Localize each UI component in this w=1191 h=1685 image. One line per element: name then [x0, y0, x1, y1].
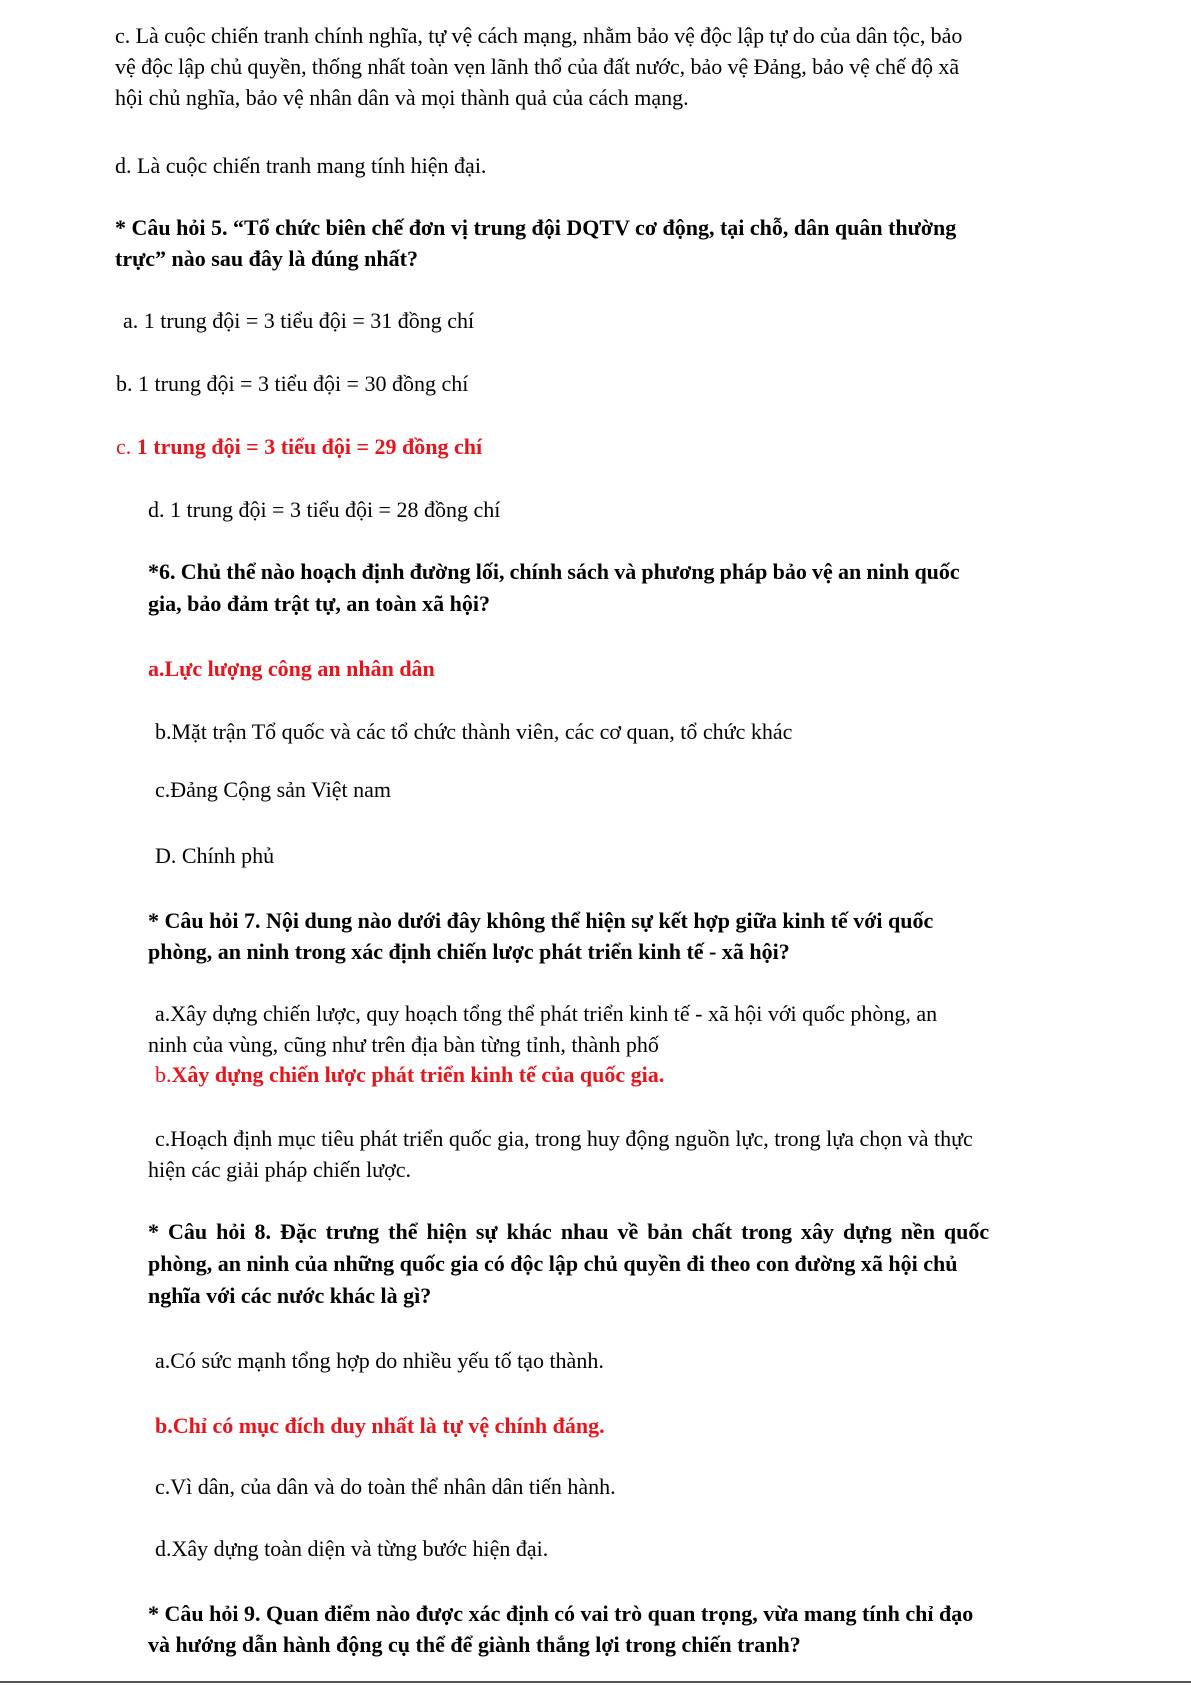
q8-question-line-1: * Câu hỏi 8. Đặc trưng thể hiện sự khác nhau về bản chất trong xây dựng nền quốc: [148, 1219, 990, 1244]
q4-option-d: d. Là cuộc chiến tranh mang tính hiện đại.: [115, 153, 487, 178]
q9-question-line-2: và hướng dẫn hành động cụ thể để giành thắng lợi trong chiến tranh?: [148, 1632, 801, 1657]
q4-option-c-line-3: hội chủ nghĩa, bảo vệ nhân dân và mọi thành quả của cách mạng.: [115, 85, 689, 110]
q7-option-b-prefix: b.: [155, 1062, 172, 1087]
q5-question-line-1: * Câu hỏi 5. “Tổ chức biên chế đơn vị trung đội DQTV cơ động, tại chỗ, dân quân thường: [115, 215, 957, 240]
q8-option-b: b.Chỉ có mục đích duy nhất là tự vệ chính đáng.: [155, 1413, 605, 1438]
q7-option-b: [155, 1060, 664, 1090]
q6-option-b: b.Mặt trận Tổ quốc và các tổ chức thành viên, các cơ quan, tổ chức khác: [155, 719, 793, 744]
q7-option-c-line-2: hiện các giải pháp chiến lược.: [148, 1157, 412, 1182]
q7-question-line-1: * Câu hỏi 7. Nội dung nào dưới đây không thể hiện sự kết hợp giữa kinh tế với quốc: [148, 908, 934, 933]
page-bottom-divider: [0, 1681, 1191, 1683]
q6-option-a: a.Lực lượng công an nhân dân: [148, 656, 435, 681]
q8-option-c: c.Vì dân, của dân và do toàn thể nhân dân tiến hành.: [155, 1474, 616, 1499]
q8-question-line-2: phòng, an ninh của những quốc gia có độc lập chủ quyền đi theo con đường xã hội chủ: [148, 1251, 958, 1276]
q8-question-line-3: nghĩa với các nước khác là gì?: [148, 1283, 432, 1308]
q8-option-d: d.Xây dựng toàn diện và từng bước hiện đại.: [155, 1536, 549, 1561]
q7-question-line-2: phòng, an ninh trong xác định chiến lược phát triển kinh tế - xã hội?: [148, 939, 790, 964]
q5-option-b: b. 1 trung đội = 3 tiểu đội = 30 đồng chí: [116, 371, 469, 396]
q4-option-c-line-1: c. Là cuộc chiến tranh chính nghĩa, tự vệ cách mạng, nhằm bảo vệ độc lập tự do của dân tộc, bảo: [115, 23, 963, 48]
q5-option-c-prefix: c.: [116, 434, 137, 459]
q5-option-d: d. 1 trung đội = 3 tiểu đội = 28 đồng chí: [148, 497, 501, 522]
q6-question-line-2: gia, bảo đảm trật tự, an toàn xã hội?: [148, 591, 490, 616]
q5-option-a: a. 1 trung đội = 3 tiểu đội = 31 đồng chí: [123, 308, 475, 333]
q7-option-b-answer: Xây dựng chiến lược phát triển kinh tế của quốc gia.: [171, 1062, 665, 1087]
q9-question-line-1: * Câu hỏi 9. Quan điểm nào được xác định có vai trò quan trọng, vừa mang tính chỉ đạo: [148, 1601, 974, 1626]
q5-option-c: [116, 432, 482, 462]
q6-option-c: c.Đảng Cộng sản Việt nam: [155, 777, 391, 802]
q6-question-line-1: *6. Chủ thể nào hoạch định đường lối, chính sách và phương pháp bảo vệ an ninh quốc: [148, 559, 960, 584]
q7-option-a-line-1: a.Xây dựng chiến lược, quy hoạch tổng thể phát triển kinh tế - xã hội với quốc phòng, an: [155, 1001, 938, 1026]
q7-option-c-line-1: c.Hoạch định mục tiêu phát triển quốc gia, trong huy động nguồn lực, trong lựa chọn và thực: [155, 1126, 973, 1151]
q7-option-a-line-2: ninh của vùng, cũng như trên địa bàn từng tỉnh, thành phố: [148, 1032, 659, 1057]
q5-question-line-2: trực” nào sau đây là đúng nhất?: [115, 246, 418, 271]
q6-option-d: D. Chính phủ: [155, 843, 275, 868]
q4-option-c-line-2: vệ độc lập chủ quyền, thống nhất toàn vẹn lãnh thổ của đất nước, bảo vệ Đảng, bảo vệ chế độ xã: [115, 54, 960, 79]
q5-option-c-answer: 1 trung đội = 3 tiểu đội = 29 đồng chí: [136, 434, 483, 459]
q8-option-a: a.Có sức mạnh tổng hợp do nhiều yếu tố tạo thành.: [155, 1348, 604, 1373]
